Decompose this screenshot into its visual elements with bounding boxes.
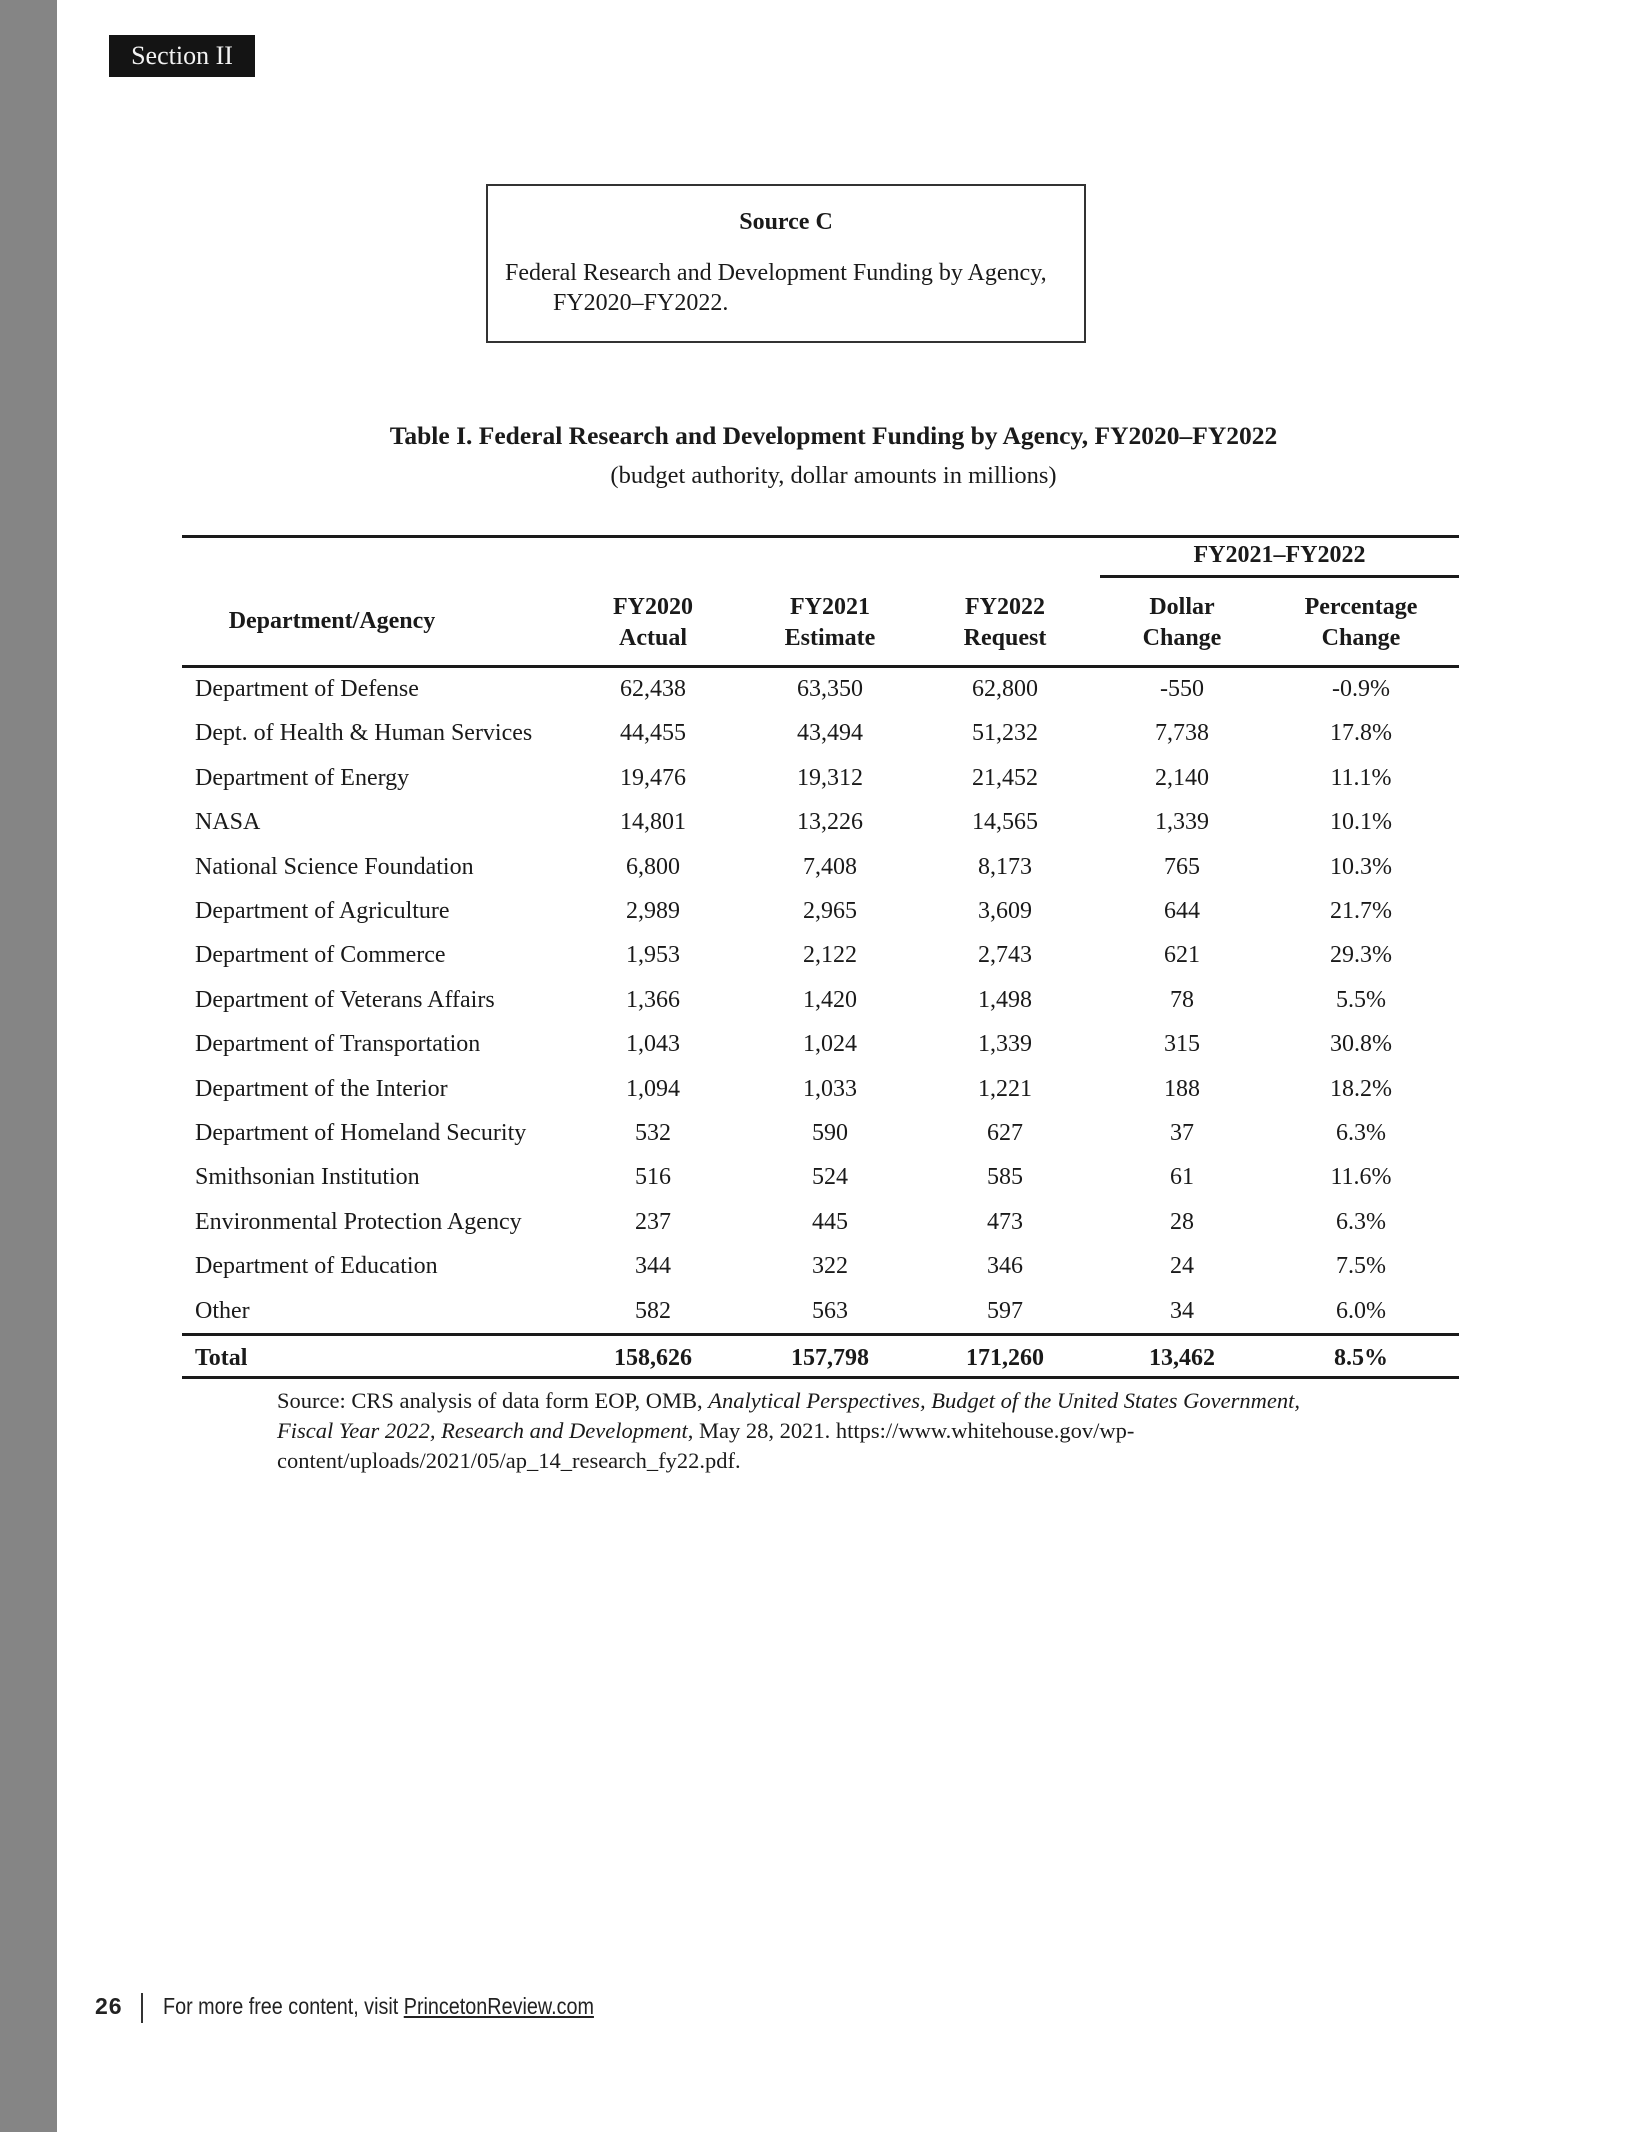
fy2022-request: 1,339 <box>978 1031 1032 1058</box>
column-header-line1: Percentage <box>1304 594 1418 620</box>
fy2022-request: 14,565 <box>972 809 1038 836</box>
page-side-band <box>0 0 57 2132</box>
percentage-change: 18.2% <box>1330 1075 1392 1102</box>
source-note-italic: Analytical Perspectives, Budget of the United States Government, Fiscal Year 2022, Research and Development <box>277 1388 1300 1443</box>
fy2020-actual: 62,438 <box>620 676 686 702</box>
fy2021-estimate: 590 <box>812 1120 848 1146</box>
fy2020-actual: 19,476 <box>620 764 686 791</box>
dollar-change: 37 <box>1170 1120 1194 1146</box>
table-row <box>182 1155 1459 1199</box>
fy2021-estimate: 19,312 <box>797 764 863 791</box>
total-percentage-change: 8.5% <box>1334 1345 1388 1371</box>
table-row <box>182 889 1459 933</box>
column-header-line2: Estimate <box>784 625 876 651</box>
dollar-change: 28 <box>1170 1208 1194 1235</box>
fy2022-request: 21,452 <box>972 764 1038 791</box>
agency-name: Other <box>195 1297 250 1324</box>
agency-name: NASA <box>195 809 261 836</box>
dollar-change: 7,738 <box>1155 720 1209 747</box>
fy2020-actual: 516 <box>635 1164 671 1191</box>
fy2020-actual: 2,989 <box>626 898 680 924</box>
percentage-change: 6.0% <box>1336 1297 1386 1324</box>
fy2021-estimate: 43,494 <box>797 720 863 747</box>
percentage-change: 29.3% <box>1330 942 1392 969</box>
table-row <box>182 756 1459 800</box>
column-header-fy2021 <box>750 592 910 654</box>
percentage-change: 11.1% <box>1330 764 1392 791</box>
footer-link[interactable]: PrincetonReview.com <box>403 1993 594 2019</box>
table-row <box>182 845 1459 889</box>
fy2021-estimate: 2,122 <box>803 942 857 969</box>
fy2022-request: 2,743 <box>978 942 1032 969</box>
column-header-department: Department/Agency <box>228 608 436 634</box>
column-header-percentage-change <box>1281 592 1441 654</box>
total-fy2021: 157,798 <box>791 1345 869 1371</box>
source-note-prefix: Source: CRS analysis of data form EOP, OMB, <box>277 1388 709 1413</box>
dollar-change: 61 <box>1170 1164 1194 1191</box>
fy2021-estimate: 1,024 <box>803 1031 857 1058</box>
agency-name: Department of Education <box>195 1253 438 1280</box>
column-header-line2: Change <box>1142 625 1222 651</box>
table-row <box>182 978 1459 1022</box>
dollar-change: 188 <box>1164 1075 1200 1102</box>
fy2020-actual: 237 <box>635 1208 671 1235</box>
agency-name: Department of Homeland Security <box>195 1120 527 1146</box>
table-title-text: Table I. Federal Research and Development Funding by Agency, FY2020–FY2022 <box>389 421 1278 450</box>
percentage-change: 7.5% <box>1336 1253 1386 1280</box>
total-dollar-change: 13,462 <box>1149 1345 1215 1371</box>
column-header-dollar-change <box>1102 592 1262 654</box>
fy2021-estimate: 445 <box>812 1208 848 1235</box>
fy2021-estimate: 13,226 <box>797 809 863 836</box>
agency-name: Department of the Interior <box>195 1075 448 1102</box>
footer-text <box>163 1988 594 2024</box>
total-fy2020: 158,626 <box>614 1345 692 1371</box>
dollar-change: 765 <box>1164 853 1200 880</box>
fy2020-actual: 1,094 <box>626 1075 680 1102</box>
column-header-line2: Request <box>963 625 1047 651</box>
agency-name: National Science Foundation <box>195 853 474 880</box>
percentage-change: 6.3% <box>1336 1120 1386 1146</box>
agency-name: Department of Commerce <box>195 942 446 969</box>
fy2022-request: 51,232 <box>972 720 1038 747</box>
total-label: Total <box>195 1345 248 1371</box>
dollar-change: 621 <box>1164 942 1200 969</box>
agency-name: Department of Veterans Affairs <box>195 986 495 1013</box>
fy2020-actual: 14,801 <box>620 809 686 836</box>
dollar-change: 315 <box>1164 1031 1200 1058</box>
table-subtitle-text: (budget authority, dollar amounts in millions) <box>610 462 1057 489</box>
percentage-change: -0.9% <box>1332 676 1390 702</box>
column-header-line1: FY2022 <box>965 594 1045 620</box>
fy2021-estimate: 1,033 <box>803 1075 857 1102</box>
table-top-rule <box>182 535 1459 538</box>
table-row <box>182 1022 1459 1066</box>
fy2020-actual: 1,953 <box>626 942 680 969</box>
dollar-change: 644 <box>1164 898 1200 924</box>
fy2022-request: 585 <box>987 1164 1023 1191</box>
fy2020-actual: 344 <box>635 1253 671 1280</box>
section-badge: Section II <box>109 35 255 77</box>
table-row <box>182 1067 1459 1111</box>
fy2022-request: 1,221 <box>978 1075 1032 1102</box>
agency-name: Department of Energy <box>195 764 410 791</box>
fy2022-request: 627 <box>987 1120 1023 1146</box>
agency-name: Department of Agriculture <box>195 898 450 924</box>
fy2022-request: 1,498 <box>978 986 1032 1013</box>
table-title <box>0 421 1639 451</box>
fy2021-estimate: 524 <box>812 1164 848 1191</box>
page-footer <box>95 1988 664 2024</box>
percentage-change: 30.8% <box>1330 1031 1392 1058</box>
fy2022-request: 473 <box>987 1208 1023 1235</box>
fy2020-actual: 582 <box>635 1297 671 1324</box>
column-header-line1: FY2020 <box>613 594 693 620</box>
fy2022-request: 62,800 <box>972 676 1038 702</box>
table-subtitle <box>0 462 1639 490</box>
dollar-change: 2,140 <box>1155 764 1209 791</box>
fy2021-estimate: 63,350 <box>797 676 863 702</box>
total-row <box>182 1336 1459 1380</box>
group-header-rule <box>1100 575 1459 578</box>
dollar-change: -550 <box>1160 676 1204 702</box>
fy2021-estimate: 1,420 <box>803 986 857 1013</box>
fy2022-request: 8,173 <box>978 853 1032 880</box>
fy2020-actual: 1,366 <box>626 986 680 1013</box>
fy2021-estimate: 2,965 <box>803 898 857 924</box>
percentage-change: 17.8% <box>1330 720 1392 747</box>
column-header-line1: Dollar <box>1149 594 1215 620</box>
fy2020-actual: 532 <box>635 1120 671 1146</box>
table-row <box>182 1244 1459 1288</box>
table-row <box>182 1289 1459 1333</box>
dollar-change: 78 <box>1170 986 1194 1013</box>
agency-name: Smithsonian Institution <box>195 1164 420 1191</box>
fy2022-request: 346 <box>987 1253 1023 1280</box>
agency-name: Department of Defense <box>195 676 419 702</box>
table-bottom-rule <box>182 1376 1459 1379</box>
table-row <box>182 667 1459 711</box>
fy2020-actual: 6,800 <box>626 853 680 880</box>
table-row <box>182 800 1459 844</box>
percentage-change: 11.6% <box>1330 1164 1392 1191</box>
table-row <box>182 1111 1459 1155</box>
fy2021-estimate: 7,408 <box>803 853 857 880</box>
dollar-change: 1,339 <box>1155 809 1209 836</box>
source-note-suffix: , May 28, 2021. https://www.whitehouse.gov/wp-content/uploads/2021/05/ap_14_research_fy22.pdf. <box>277 1418 1135 1473</box>
group-header: FY2021–FY2022 <box>1193 542 1366 568</box>
fy2020-actual: 1,043 <box>626 1031 680 1058</box>
source-box <box>486 184 1086 343</box>
agency-name: Department of Transportation <box>195 1031 481 1058</box>
fy2020-actual: 44,455 <box>620 720 686 747</box>
column-header-line2: Actual <box>619 625 687 651</box>
dollar-change: 24 <box>1170 1253 1194 1280</box>
fy2022-request: 597 <box>987 1297 1023 1324</box>
fy2021-estimate: 322 <box>812 1253 848 1280</box>
percentage-change: 10.1% <box>1330 809 1392 836</box>
total-fy2022: 171,260 <box>966 1345 1044 1371</box>
column-header-line2: Change <box>1321 625 1401 651</box>
percentage-change: 10.3% <box>1330 853 1392 880</box>
table-row <box>182 1200 1459 1244</box>
footer-divider <box>141 1993 143 2023</box>
source-note <box>277 1386 1357 1476</box>
percentage-change: 5.5% <box>1336 986 1386 1013</box>
page-number: 26 <box>95 1993 123 2019</box>
table-row <box>182 933 1459 977</box>
column-header-fy2022 <box>925 592 1085 654</box>
fy2022-request: 3,609 <box>978 898 1032 924</box>
column-header-line1: FY2021 <box>790 594 870 620</box>
fy2021-estimate: 563 <box>812 1297 848 1324</box>
agency-name: Environmental Protection Agency <box>195 1208 522 1235</box>
column-header-fy2020 <box>573 592 733 654</box>
dollar-change: 34 <box>1170 1297 1194 1324</box>
source-description: Federal Research and Development Funding by Agency, FY2020–FY2022. <box>505 260 1047 316</box>
agency-name: Dept. of Health & Human Services <box>195 720 533 747</box>
footer-text-label: For more free content, visit <box>162 1993 404 2019</box>
source-title: Source C <box>739 209 833 235</box>
table-row <box>182 711 1459 755</box>
percentage-change: 21.7% <box>1330 898 1392 924</box>
percentage-change: 6.3% <box>1336 1208 1386 1235</box>
